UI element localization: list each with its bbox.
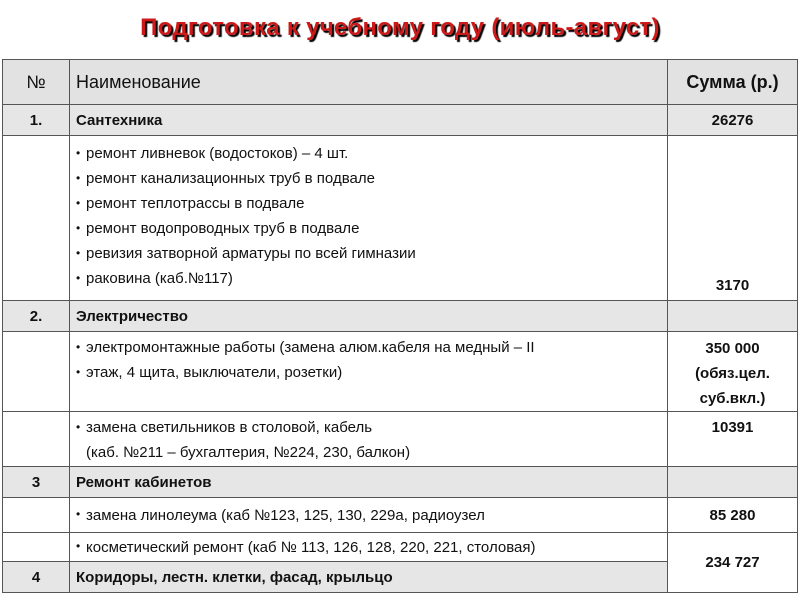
plumbing-items-sum-cell	[668, 136, 798, 301]
section-row-plumbing	[3, 105, 798, 136]
linoleum-sum-cell	[668, 498, 798, 533]
budget-table	[2, 59, 798, 593]
page-title: Подготовка к учебному году (июль-август)	[140, 14, 660, 41]
shared-sum: 234 727	[705, 554, 760, 571]
section-num: 4	[3, 562, 70, 593]
empty-cell	[668, 467, 798, 498]
table-row-plumbing-items	[3, 136, 798, 301]
section-sum: 26276	[668, 105, 798, 136]
lamps-text-line1: • замена светильников в столовой, кабель	[76, 415, 661, 440]
list-item: • ремонт ливневок (водостоков) – 4 шт.	[76, 141, 661, 166]
empty-cell	[668, 301, 798, 332]
wiring-sum-note1: (обяз.цел.	[695, 365, 770, 382]
wiring-sum-note2: суб.вкл.)	[699, 390, 766, 407]
wiring-sum-cell	[668, 332, 798, 412]
list-item: • ремонт водопроводных труб в подвале	[76, 216, 661, 241]
wiring-cell	[70, 332, 668, 412]
header-num: №	[3, 60, 70, 105]
section-name: Коридоры, лестн. клетки, фасад, крыльцо	[70, 562, 668, 593]
section-name: Электричество	[70, 301, 668, 332]
cosmetic-text: • косметический ремонт (каб № 113, 126, 128, 220, 221, столовая)	[76, 539, 661, 556]
header-sum: Сумма (р.)	[668, 60, 798, 105]
list-item: • ремонт канализационных труб в подвале	[76, 166, 661, 191]
wiring-sum: 350 000	[705, 340, 760, 357]
section-name: Сантехника	[70, 105, 668, 136]
shared-sum-cell	[668, 533, 798, 593]
table-header-row	[3, 60, 798, 105]
plumbing-items-sum: 3170	[715, 277, 750, 294]
lamps-sum-cell	[668, 412, 798, 467]
linoleum-sum: 85 280	[709, 506, 756, 524]
table-row-cosmetic	[3, 533, 798, 562]
lamps-text-line2: (каб. №211 – бухгалтерия, №224, 230, балкон)	[86, 444, 411, 461]
header-name: Наименование	[70, 60, 668, 105]
list-item: • ремонт теплотрассы в подвале	[76, 191, 661, 216]
section-num: 1.	[3, 105, 70, 136]
list-item: • раковина (каб.№117)	[76, 266, 661, 291]
linoleum-text: • замена линолеума (каб №123, 125, 130, 229а, радиоузел	[76, 507, 661, 524]
linoleum-cell	[70, 498, 668, 533]
empty-cell	[3, 332, 70, 412]
plumbing-items-list	[76, 141, 661, 291]
lamps-cell	[70, 412, 668, 467]
section-num: 2.	[3, 301, 70, 332]
plumbing-items-cell	[70, 136, 668, 301]
table-row-lamps	[3, 412, 798, 467]
list-item: • ревизия затворной арматуры по всей гимназии	[76, 241, 661, 266]
section-num: 3	[3, 467, 70, 498]
lamps-sum: 10391	[711, 419, 754, 436]
table-row-wiring	[3, 332, 798, 412]
table-row-linoleum	[3, 498, 798, 533]
section-row-electric	[3, 301, 798, 332]
empty-cell	[3, 136, 70, 301]
section-name: Ремонт кабинетов	[70, 467, 668, 498]
wiring-text-line1: • электромонтажные работы (замена алюм.кабеля на медный – II	[76, 335, 661, 360]
cosmetic-cell	[70, 533, 668, 562]
section-row-rooms	[3, 467, 798, 498]
empty-cell	[3, 498, 70, 533]
empty-cell	[3, 533, 70, 562]
wiring-text-line2: • этаж, 4 щита, выключатели, розетки)	[76, 360, 661, 385]
empty-cell	[3, 412, 70, 467]
